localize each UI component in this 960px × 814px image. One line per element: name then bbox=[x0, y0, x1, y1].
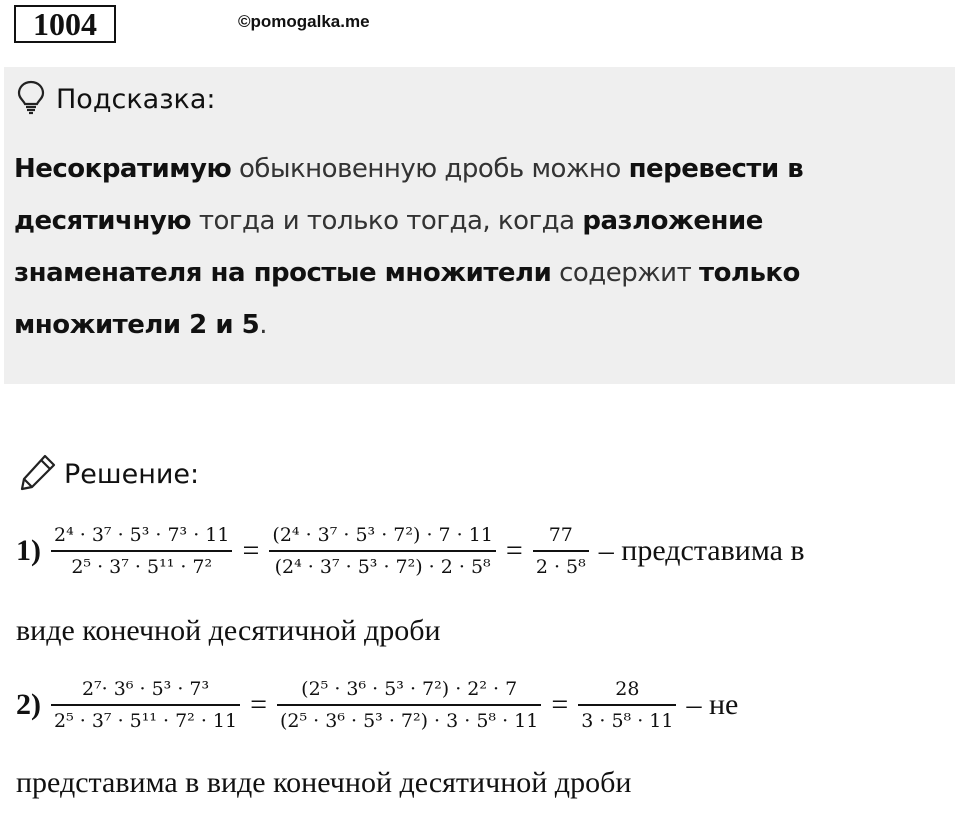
solution-step-1 bbox=[16, 522, 805, 580]
solution-header bbox=[18, 452, 199, 497]
fraction bbox=[51, 522, 232, 580]
pencil-icon bbox=[18, 452, 58, 497]
numerator: 77 bbox=[548, 524, 573, 546]
step-label: 2) bbox=[16, 688, 41, 721]
step-label: 1) bbox=[16, 534, 41, 567]
solution-title: Решение: bbox=[64, 459, 200, 490]
lightbulb-icon bbox=[16, 79, 46, 120]
denominator: 2⁵ · 3⁷ · 5¹¹ · 7² · 11 bbox=[54, 710, 238, 732]
hint-seg: перевести в десятичную bbox=[14, 154, 804, 236]
hint-panel bbox=[4, 67, 955, 384]
hint-seg: обыкновенную дробь можно bbox=[231, 154, 629, 184]
hint-seg: содержит bbox=[551, 258, 699, 288]
hint-seg: Несократимую bbox=[14, 154, 232, 184]
equals-sign: = bbox=[242, 534, 260, 567]
step-conclusion: – не bbox=[686, 688, 739, 721]
hint-seg: тогда и только тогда, когда bbox=[191, 206, 583, 236]
step-conclusion: – представима в bbox=[598, 534, 805, 567]
step-conclusion-cont: представима в виде конечной десятичной дроби bbox=[16, 766, 632, 799]
denominator: 3 · 5⁸ · 11 bbox=[581, 710, 674, 732]
fraction-bar bbox=[277, 704, 541, 706]
equals-sign: = bbox=[505, 534, 523, 567]
hint-text bbox=[14, 143, 914, 351]
step-conclusion-cont: виде конечной десятичной дроби bbox=[16, 614, 441, 647]
numerator: (2⁵ · 3⁶ · 5³ · 7²) · 2² · 7 bbox=[301, 678, 518, 700]
hint-header bbox=[16, 79, 216, 120]
denominator: (2⁵ · 3⁶ · 5³ · 7²) · 3 · 5⁸ · 11 bbox=[280, 710, 539, 732]
numerator: (2⁴ · 3⁷ · 5³ · 7²) · 7 · 11 bbox=[272, 524, 493, 546]
fraction-bar bbox=[269, 550, 496, 552]
hint-seg: разложение знаменателя на простые множители bbox=[14, 206, 763, 288]
denominator: 2⁵ · 3⁷ · 5¹¹ · 7² bbox=[71, 556, 213, 578]
numerator: 2⁴ · 3⁷ · 5³ · 7³ · 11 bbox=[54, 524, 230, 546]
denominator: 2 · 5⁸ bbox=[535, 556, 586, 578]
task-number: 1004 bbox=[14, 5, 116, 43]
fraction-bar bbox=[51, 704, 240, 706]
fraction-bar bbox=[533, 550, 589, 552]
solution-step-2 bbox=[16, 676, 738, 734]
hint-seg: . bbox=[259, 310, 267, 340]
fraction bbox=[533, 522, 589, 580]
equals-sign: = bbox=[551, 688, 569, 721]
fraction-bar bbox=[51, 550, 232, 552]
fraction bbox=[269, 522, 496, 580]
site-watermark: ©pomogalka.me bbox=[238, 12, 370, 31]
fraction-bar bbox=[578, 704, 676, 706]
fraction bbox=[578, 676, 676, 734]
hint-title: Подсказка: bbox=[56, 84, 216, 115]
fraction bbox=[51, 676, 240, 734]
numerator: 2⁷· 3⁶ · 5³ · 7³ bbox=[81, 678, 210, 700]
hint-seg: только множители 2 и 5 bbox=[14, 258, 800, 340]
denominator: (2⁴ · 3⁷ · 5³ · 7²) · 2 · 5⁸ bbox=[274, 556, 491, 578]
numerator: 28 bbox=[615, 678, 640, 700]
equals-sign: = bbox=[250, 688, 268, 721]
fraction bbox=[277, 676, 541, 734]
